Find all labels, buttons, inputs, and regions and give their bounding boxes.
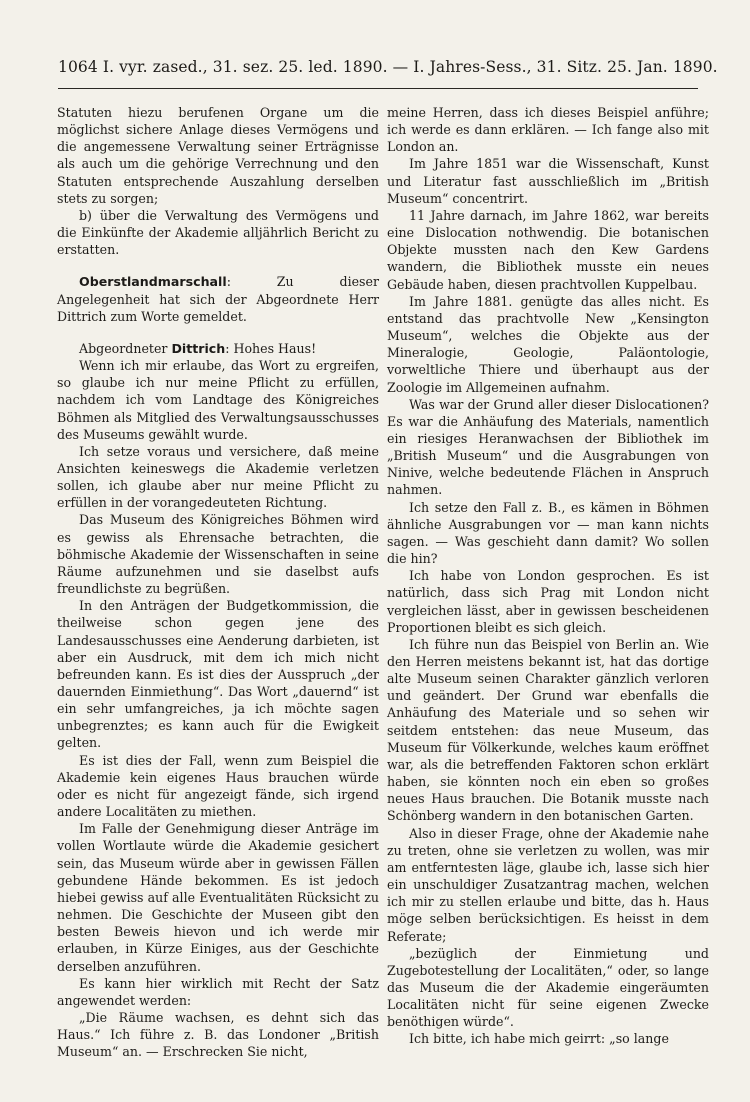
paragraph: Also in dieser Frage, ohne der Akademie nahe zu treten, ohne sie verletzen zu wollen, was mir am entferntesten läge, glaube ich, lasse sich hier ein unschuldiger Zusatzantrag machen, welchen ich mir zu stellen erlaube und bitte, das h. Haus möge selben berücksichtigen. Es heisst in dem Referate;: [387, 825, 709, 944]
speaker-paragraph: [57, 273, 379, 324]
speaker-title: Abgeordneter: [79, 340, 172, 356]
paragraph: Ich führe nun das Beispiel von Berlin an. Wie den Herren meistens bekannt ist, hat das dortige alte Museum seinen Charakter gänzlich verloren und geändert. Der Grund war ebenfalls die Anhäufung des Materiale und so sehen wir seitdem entstehen: das neue Museum, das Museum für Völkerkunde, welches kaum eröffnet war, als die betreffenden Faktoren schon erklärt haben, sie könnten noch ein eben so großes neues Haus brauchen. Die Botanik musste nach Schönberg wandern in den botanischen Garten.: [387, 636, 709, 824]
paragraph: Was war der Grund aller dieser Dislocationen? Es war die Anhäufung des Materials, namentlich ein riesiges Heranwachsen der Bibliothek im „British Museum“ und die Ausgrabungen von Ninive, welche bedeutende Flächen in Anspruch nahmen.: [387, 396, 709, 498]
speaker-name: Oberstlandmarschall: [79, 274, 227, 290]
speech-text: : Hohes Haus!: [225, 340, 317, 356]
paragraph: b) über die Verwaltung des Vermögens und die Einkünfte der Akademie alljährlich Bericht zu erstatten.: [57, 207, 379, 258]
paragraph: meine Herren, dass ich dieses Beispiel anführe; ich werde es dann erklären. — Ich fange also mit London an.: [387, 105, 709, 155]
left-column: [57, 104, 379, 1060]
speech-text: : Zu dieser Angelegenheit hat sich der Abgeordnete Herr Dittrich zum Worte gemeldet.: [57, 274, 379, 324]
speaker-name: Dittrich: [171, 340, 226, 356]
paragraph: Es ist dies der Fall, wenn zum Beispiel die Akademie kein eigenes Haus brauchen würde oder es nicht für angezeigt fände, sich irgend andere Localitäten zu miethen.: [57, 752, 379, 820]
paragraph: Ich setze den Fall z. B., es kämen in Böhmen ähnliche Ausgrabungen vor — man kann nichts sagen. — Was geschieht dann damit? Wo sollen die hin?: [387, 499, 709, 567]
quotation-paragraph: „bezüglich der Einmietung und Zugebotestellung der Localitäten,“ oder, so lange das Museum die der Akademie eingeräumten Localitäten nicht für seine eigenen Zwecke benöthigen würde“.: [387, 945, 709, 1030]
paragraph: In den Anträgen der Budgetkommission, die theilweise schon gegen jene des Landesausschusses eine Aenderung darbieten, ist aber ein Ausdruck, mit dem ich mich nicht befreunden kann. Es ist dies der Ausspruch „der dauernden Einmiethung“. Das Wort „dauernd“ ist ein sehr umfangreiches, ja ich möchte sagen unbegrenztes; es kann auch für die Ewigkeit gelten.: [57, 598, 379, 751]
paragraph: Ich setze voraus und versichere, daß meine Ansichten keineswegs die Akademie verletzen sollen, ich glaube aber nur meine Pflicht zu erfüllen in der vorangedeuteten Richtung.: [57, 443, 379, 511]
paragraph: Ich habe von London gesprochen. Es ist natürlich, dass sich Prag mit London nicht vergleichen lässt, aber in gewissen bescheidenen Proportionen bleibt es sich gleich.: [387, 568, 709, 635]
paragraph: Es kann hier wirklich mit Recht der Satz angewendet werden:: [57, 975, 379, 1008]
paragraph: 11 Jahre darnach, im Jahre 1862, war bereits eine Dislocation nothwendig. Die botanischen Objekte mussten nach den Kew Gardens wandern, die Bibliothek musste ein neues Gebäude haben, diesen prachtvollen Kuppelbau.: [387, 207, 709, 292]
paragraph: Wenn ich mir erlaube, das Wort zu ergreifen, so glaube ich nur meine Pflicht zu erfüllen, nachdem ich vom Landtage des Königreiches Böhmen als Mitglied des Verwaltungsausschusses des Museums gewählt wurde.: [57, 358, 379, 442]
paragraph: Das Museum des Königreiches Böhmen wird es gewiss als Ehrensache betrachten, die böhmische Akademie der Wissenschaften in seine Räume aufzunehmen und sie daselbst aufs freundlichste zu begrüßen.: [57, 512, 379, 597]
right-column: [387, 104, 709, 1048]
page-header: 1064 I. vyr. zased., 31. sez. 25. led. 1890. — I. Jahres-Sess., 31. Sitz. 25. Jan. 1890.: [58, 58, 718, 76]
paragraph: Ich bitte, ich habe mich geirrt: „so lange: [409, 1031, 669, 1047]
paragraph: Im Falle der Genehmigung dieser Anträge im vollen Wortlaute würde die Akademie gesichert sein, das Museum würde aber in gewissen Fällen gebundene Hände bekommen. Es ist jedoch hiebei gewiss auf alle Eventualitäten Rücksicht zu nehmen. Die Geschichte der Museen gibt den besten Beweis hievon und ich werde mir erlauben, in Kürze Einiges, aus der Geschichte derselben anzuführen.: [57, 821, 379, 974]
paragraph: „Die Räume wachsen, es dehnt sich das Haus.“ Ich führe z. B. das Londoner „British Museum“ an. — Erschrecken Sie nicht,: [57, 1009, 379, 1060]
header-rule: [58, 88, 698, 89]
paragraph: Im Jahre 1881. genügte das alles nicht. Es entstand das prachtvolle New „Kensington Museum“, welches die Objekte aus der Mineralogie, Geologie, Paläontologie, vorweltliche Thiere und überhaupt aus der Zoologie im Allgemeinen aufnahm.: [387, 293, 709, 395]
paragraph: Statuten hiezu berufenen Organe um die möglichst sichere Anlage dieses Vermögens und die angemessene Verwaltung seiner Erträgnisse als auch um die gehörige Verrechnung und den Statuten entsprechende Auszahlung derselben stets zu sorgen;: [57, 105, 379, 206]
paragraph: Im Jahre 1851 war die Wissenschaft, Kunst und Literatur fast ausschließlich im „British Museum“ concentrirt.: [387, 156, 709, 206]
speaker-paragraph: [57, 340, 379, 357]
